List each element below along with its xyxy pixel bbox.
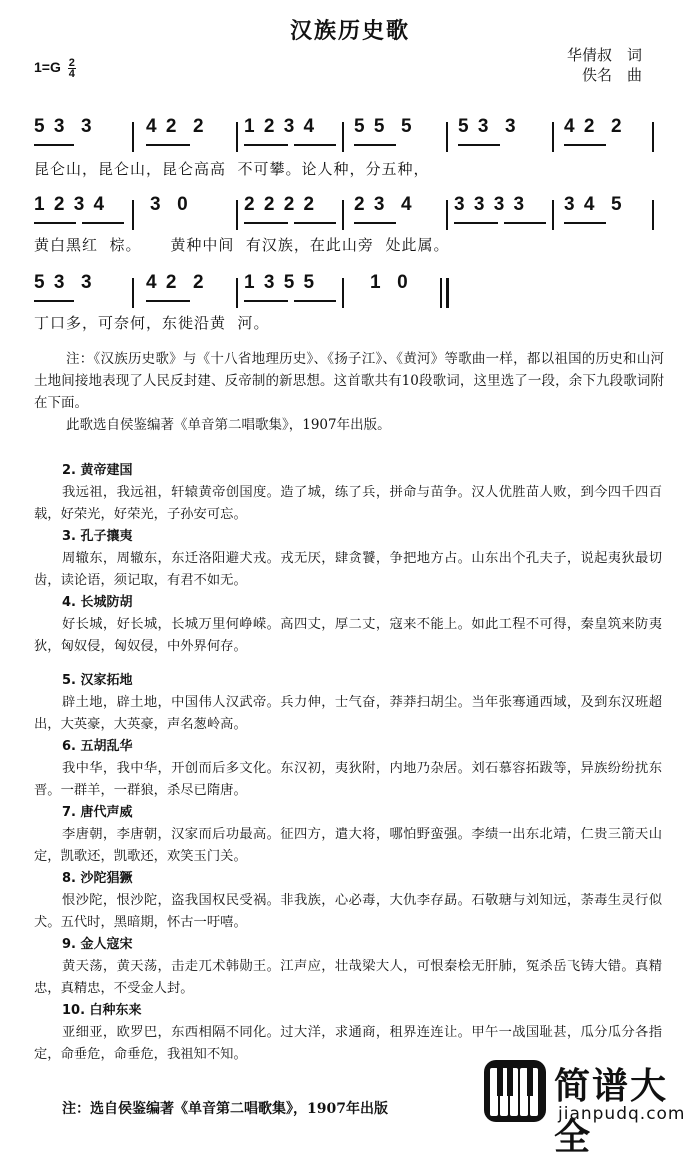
measure: 5 3 3	[34, 116, 94, 137]
bar-line	[652, 200, 654, 230]
verse-text: 亚细亚，欧罗巴，东西相隔不同化。过大洋，求通商，租界连连让。甲午一战国耻甚，瓜分瓜分各指定，命垂危，命垂危，我祖知不知。	[34, 1025, 662, 1062]
bar-line	[236, 278, 238, 308]
beam	[244, 222, 288, 224]
beam	[354, 144, 396, 146]
measure: 4 2 2	[146, 116, 206, 137]
verse-text: 李唐朝，李唐朝，汉家而后功最高。征四方，遣大将，哪怕野蛮强。李绩一出东北靖，仁贵三箭天山定，凯歌还，凯歌还，欢笑玉门关。	[34, 827, 662, 864]
footer-note: 注：选自侯鉴编著《单音第二唱歌集》，1907年出版	[62, 1101, 388, 1117]
verse-text: 黄天荡，黄天荡，击走兀术韩勋王。江声应，壮哉梁大人，可恨秦桧无肝肺，冤杀岳飞铸大错。真精忠，真精忠，不受金人封。	[34, 959, 662, 996]
beam	[564, 144, 606, 146]
piano-keys-icon	[484, 1060, 546, 1122]
score-row-2	[0, 194, 700, 232]
beam	[504, 222, 546, 224]
beam	[146, 300, 190, 302]
bar-line	[236, 122, 238, 152]
bar-line	[552, 122, 554, 152]
verse-heading: 8. 沙陀猖獗	[62, 871, 133, 886]
final-bar-thin	[440, 278, 442, 308]
measure: 1 2 3 4	[244, 116, 317, 137]
verse-heading: 4. 长城防胡	[62, 595, 133, 610]
beam	[354, 222, 396, 224]
verse-heading: 5. 汉家拓地	[62, 673, 133, 688]
verse	[34, 592, 662, 658]
bar-line	[552, 200, 554, 230]
beam	[294, 300, 336, 302]
verse	[34, 868, 662, 934]
verse-heading: 6. 五胡乱华	[62, 739, 133, 754]
verse-text: 我远祖，我远祖，轩辕黄帝创国度。造了城，练了兵，拼命与苗争。汉人优胜苗人败，到今四千四百载，好荣光，好荣光，子孙安可忘。	[34, 485, 662, 522]
verse	[34, 460, 662, 526]
beam	[34, 222, 76, 224]
bar-line	[446, 200, 448, 230]
verse-text: 我中华，我中华，开创而后多文化。东汉初，夷狄附，内地乃杂居。刘石慕容拓跋等，异族纷纷扰东晋。一群羊，一群狼，杀尽已隋唐。	[34, 761, 662, 798]
bar-line	[342, 278, 344, 308]
time-signature	[68, 58, 76, 79]
beam	[458, 144, 500, 146]
lyricist-credit: 华倩叔 词	[566, 46, 642, 64]
score-row-1	[0, 116, 700, 154]
lyrics-row-2: 黄白黑红 棕。 黄种中间 有汉族，在此山旁 处此属。	[34, 236, 450, 254]
watermark-url: jianpudq.com	[558, 1104, 686, 1124]
annotation-note	[34, 348, 664, 436]
time-top: 2	[68, 57, 75, 69]
key-prefix: 1=G	[34, 59, 61, 76]
song-title: 汉族历史歌	[289, 18, 410, 44]
time-bottom: 4	[68, 68, 75, 80]
verse-heading: 7. 唐代声威	[62, 805, 133, 820]
watermark-brand: 简谱大全	[554, 1066, 669, 1158]
measure: 1 0	[370, 272, 410, 293]
verse-text: 好长城，好长城，长城万里何峥嵘。高四丈，厚二丈，寇来不能上。如此工程不可得，秦皇筑来防夷狄，匈奴侵，匈奴侵，中外界何存。	[34, 617, 662, 654]
beam	[146, 144, 190, 146]
bar-line	[132, 278, 134, 308]
bar-line	[132, 122, 134, 152]
bar-line	[652, 122, 654, 152]
beam	[34, 144, 74, 146]
measure: 2 2 2 2	[244, 194, 317, 215]
measure: 4 2 2	[146, 272, 206, 293]
bar-line	[342, 122, 344, 152]
measure: 2 3 4	[354, 194, 414, 215]
beam	[34, 300, 74, 302]
bar-line	[132, 200, 134, 230]
verse	[34, 736, 662, 802]
beam	[294, 222, 336, 224]
verse-text: 恨沙陀，恨沙陀，盗我国权民受祸。非我族，心必毒，大仇李存勗。石敬瑭与刘知远，荼毒生灵行似犬。五代时，黑暗期，怀古一吁嘻。	[34, 893, 662, 930]
score-row-3	[0, 272, 700, 310]
beam	[564, 222, 606, 224]
lyrics-row-3: 丁口多，可奈何，东徙沿黄 河。	[34, 314, 270, 332]
bar-line	[446, 122, 448, 152]
final-bar-thick	[446, 278, 449, 308]
measure: 5 5 5	[354, 116, 414, 137]
beam	[82, 222, 124, 224]
verse-text: 周辙东，周辙东，东迁洛阳避犬戎。戎无厌，肆贪饕，争把地方占。山东出个孔夫子，说起夷狄最切齿，读论语，须记取，有君不如无。	[34, 551, 662, 588]
beam	[454, 222, 498, 224]
verse	[34, 934, 662, 1000]
measure: 3 0	[150, 194, 190, 215]
verse-text: 辟土地，辟土地，中国伟人汉武帝。兵力伸，士气奋，莽莽扫胡尘。当年张骞通西域，及到东汉班超出，大英豪，大英豪，声名葱岭高。	[34, 695, 662, 732]
beam	[244, 300, 288, 302]
measure: 3 4 5	[564, 194, 624, 215]
verse-heading: 10. 白种东来	[62, 1003, 142, 1018]
site-watermark	[478, 1054, 700, 1158]
lyrics-row-1: 昆仑山，昆仑山，昆仑高高 不可攀。论人种，分五种，	[34, 160, 430, 178]
note-source: 此歌选自侯鉴编著《单音第二唱歌集》，1907年出版。	[66, 417, 391, 433]
measure: 5 3 3	[458, 116, 518, 137]
verse	[34, 802, 662, 868]
verse-list	[34, 460, 662, 1066]
key-signature	[34, 58, 76, 79]
verse-heading: 3. 孔子攘夷	[62, 529, 133, 544]
composer-credit: 佚名 曲	[581, 66, 642, 84]
beam	[244, 144, 288, 146]
verse-heading: 2. 黄帝建国	[62, 463, 133, 478]
note-paragraph: 注：《汉族历史歌》与《十八省地理历史》、《扬子江》、《黄河》等歌曲一样，都以祖国的历史和山河土地间接地表现了人民反封建、反帝制的新思想。这首歌共有10段歌词，这里选了一段，余下九段歌词附在下面。	[34, 351, 664, 411]
measure: 1 2 3 4	[34, 194, 107, 215]
verse-heading: 9. 金人寇宋	[62, 937, 133, 952]
measure: 3 3 3 3	[454, 194, 527, 215]
measure: 1 3 5 5	[244, 272, 317, 293]
bar-line	[342, 200, 344, 230]
verse	[34, 670, 662, 736]
verse	[34, 526, 662, 592]
measure: 4 2 2	[564, 116, 624, 137]
bar-line	[236, 200, 238, 230]
measure: 5 3 3	[34, 272, 94, 293]
beam	[294, 144, 336, 146]
